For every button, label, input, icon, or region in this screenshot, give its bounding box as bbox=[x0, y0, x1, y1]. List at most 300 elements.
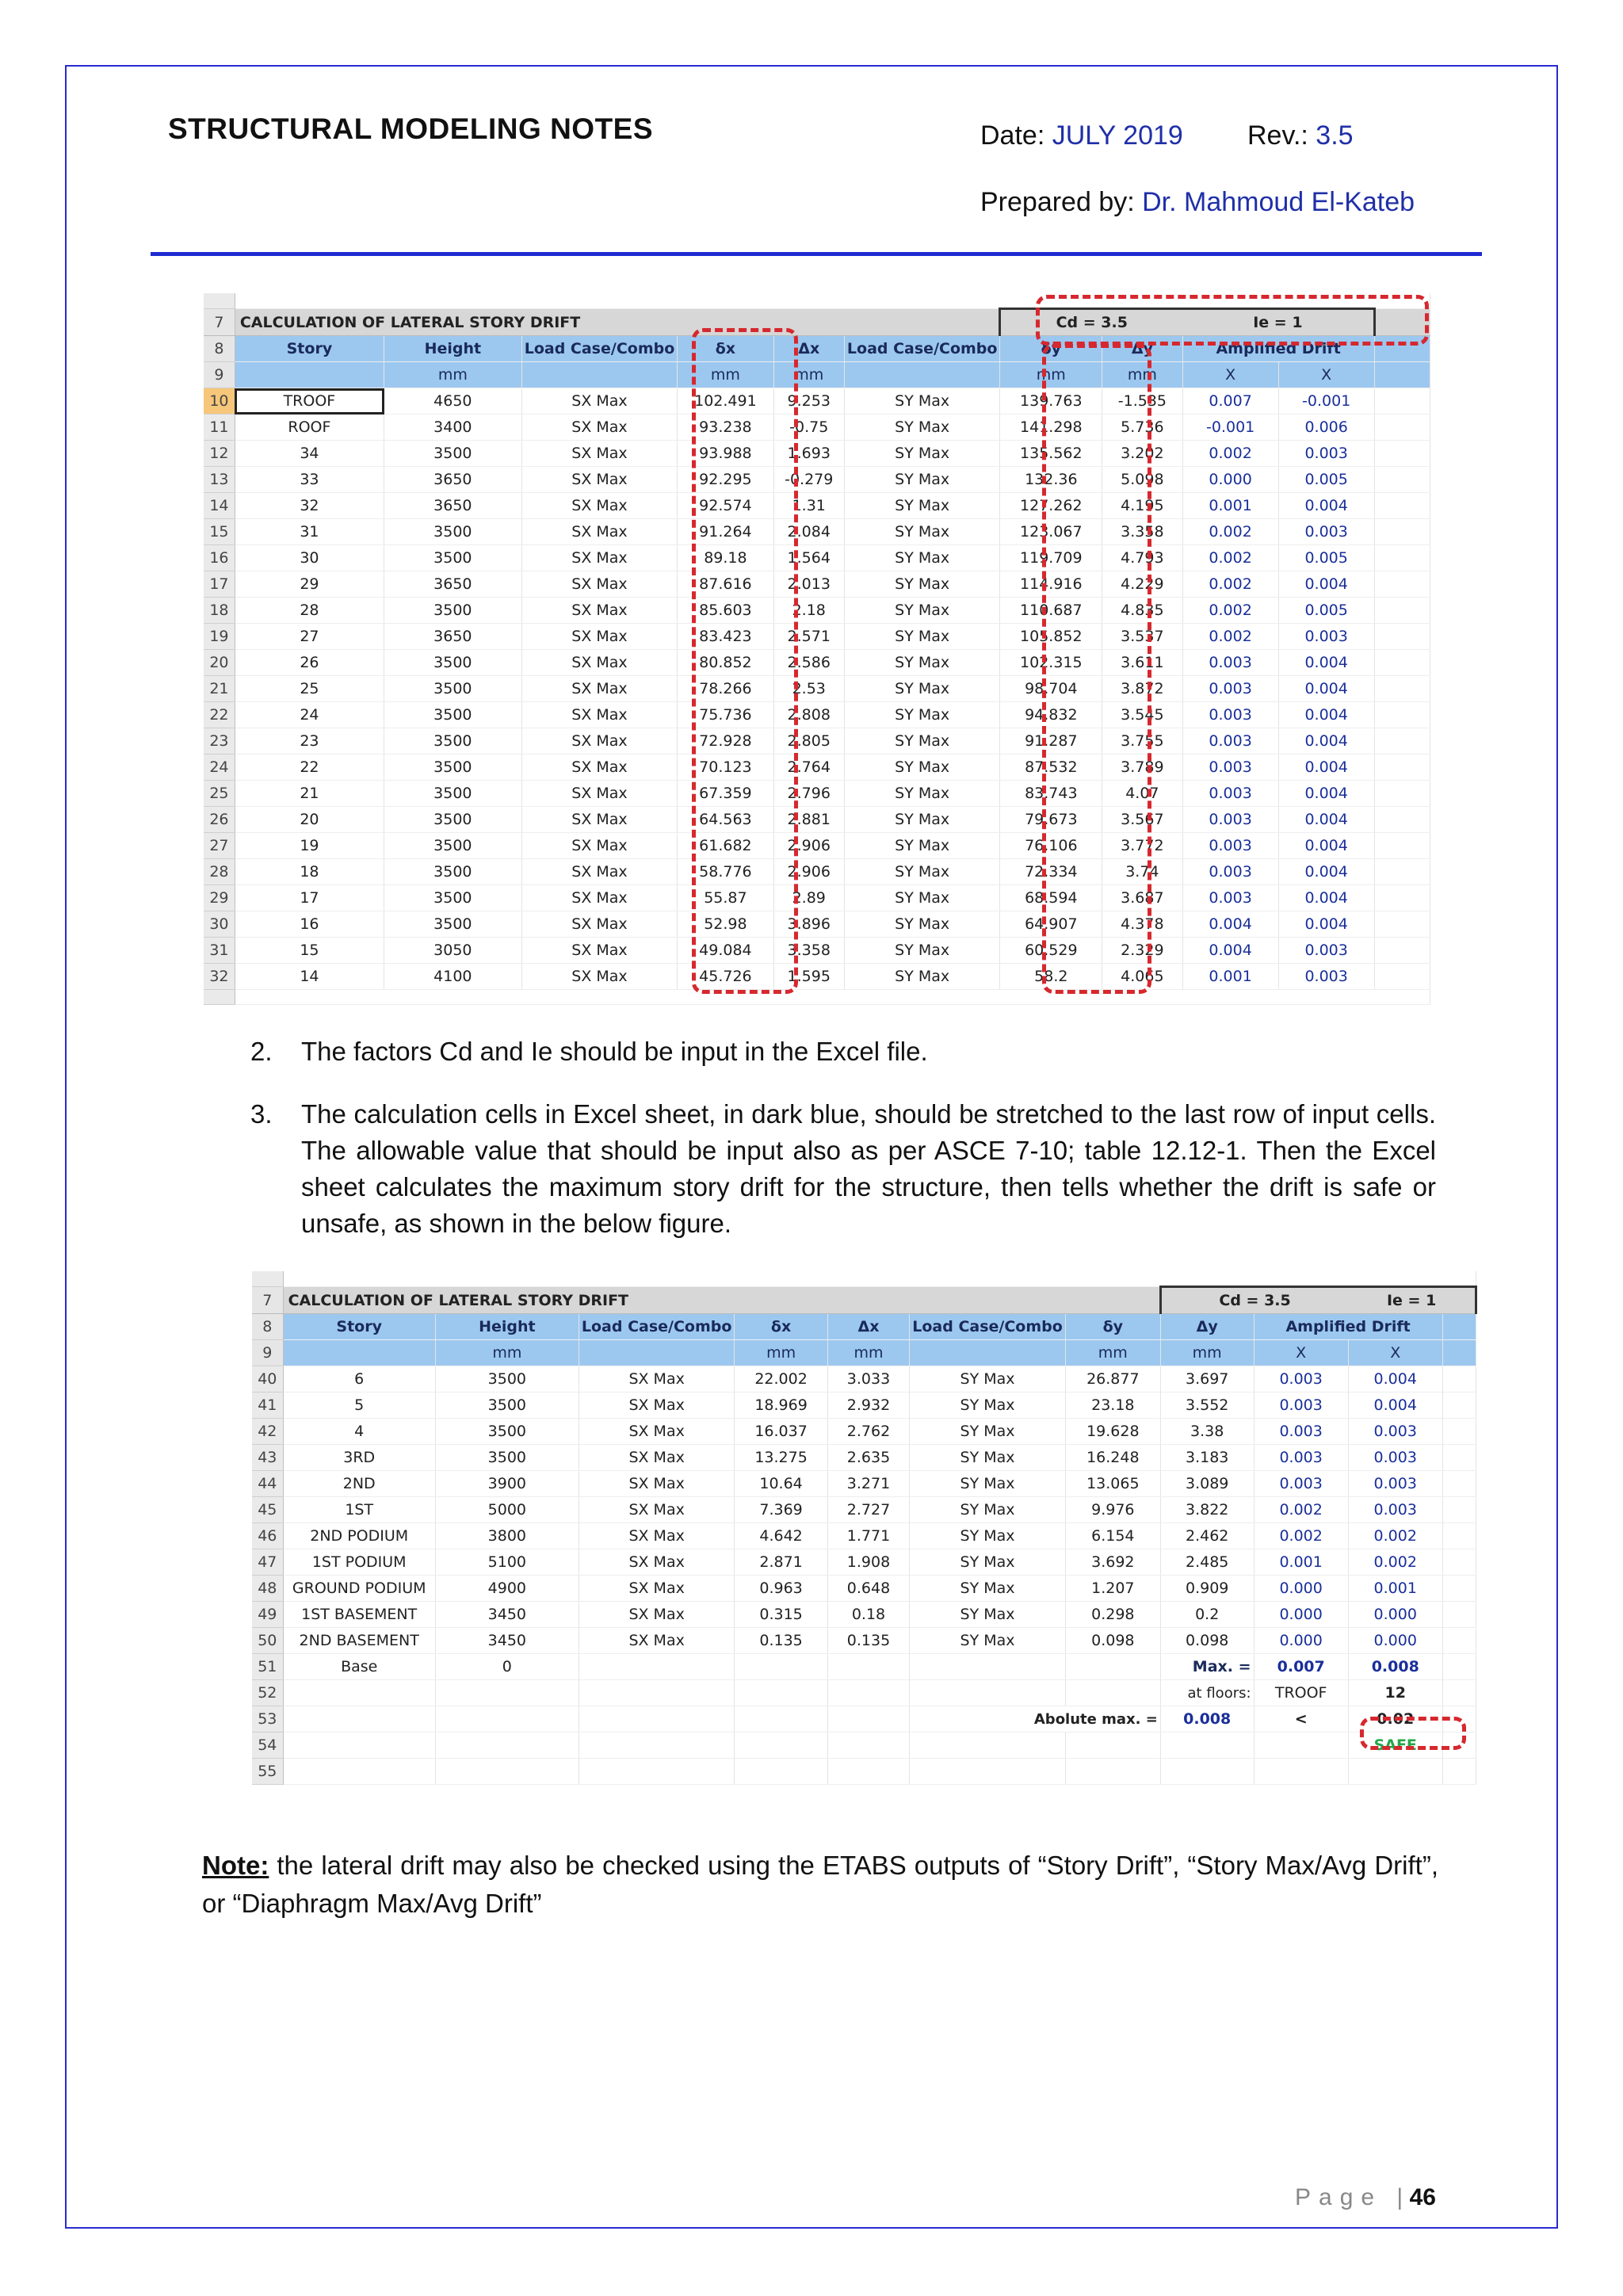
table-cell[interactable]: 72.928 bbox=[678, 728, 773, 755]
table-cell[interactable]: 0.315 bbox=[735, 1602, 827, 1628]
table-cell[interactable]: SY Max bbox=[844, 859, 1000, 885]
table-cell[interactable]: SY Max bbox=[910, 1549, 1066, 1576]
table-cell[interactable]: 6 bbox=[283, 1366, 435, 1392]
table-cell[interactable]: SX Max bbox=[521, 781, 678, 807]
table-cell[interactable]: 0.000 bbox=[1348, 1628, 1442, 1654]
table-cell[interactable]: 2.18 bbox=[773, 598, 844, 624]
table-cell[interactable]: 19.628 bbox=[1065, 1419, 1160, 1445]
table-cell[interactable]: 0.003 bbox=[1182, 702, 1278, 728]
table-cell[interactable]: 0.003 bbox=[1182, 807, 1278, 833]
table-cell[interactable]: 3650 bbox=[384, 571, 522, 598]
table-cell[interactable]: 80.852 bbox=[678, 650, 773, 676]
table-cell[interactable]: 0.003 bbox=[1182, 833, 1278, 859]
table-cell[interactable]: 0.005 bbox=[1278, 467, 1374, 493]
table-cell[interactable]: SY Max bbox=[910, 1366, 1066, 1392]
table-cell[interactable]: 0.004 bbox=[1278, 781, 1374, 807]
table-cell[interactable]: 67.359 bbox=[678, 781, 773, 807]
table-cell[interactable]: 0.007 bbox=[1182, 388, 1278, 415]
table-cell[interactable]: 0.002 bbox=[1348, 1549, 1442, 1576]
table-cell[interactable]: 0.001 bbox=[1182, 964, 1278, 990]
table-cell[interactable]: 0.18 bbox=[827, 1602, 910, 1628]
table-cell[interactable]: 3500 bbox=[384, 545, 522, 571]
table-cell[interactable]: 3.872 bbox=[1102, 676, 1182, 702]
table-cell[interactable]: 75.736 bbox=[678, 702, 773, 728]
table-cell[interactable]: 26 bbox=[235, 650, 384, 676]
table-cell[interactable]: 2.881 bbox=[773, 807, 844, 833]
table-cell[interactable]: SY Max bbox=[844, 467, 1000, 493]
table-cell[interactable]: 85.603 bbox=[678, 598, 773, 624]
table-cell[interactable]: 0.004 bbox=[1182, 938, 1278, 964]
table-cell[interactable]: 0.004 bbox=[1348, 1366, 1442, 1392]
table-cell[interactable]: 2ND bbox=[283, 1471, 435, 1497]
table-cell[interactable]: 32 bbox=[235, 493, 384, 519]
table-cell[interactable]: 23.18 bbox=[1065, 1392, 1160, 1419]
table-cell[interactable]: 0.002 bbox=[1348, 1523, 1442, 1549]
table-cell[interactable]: 58.776 bbox=[678, 859, 773, 885]
table-cell[interactable]: 2.571 bbox=[773, 624, 844, 650]
table-cell[interactable]: 0.003 bbox=[1254, 1366, 1348, 1392]
table-cell[interactable]: 0.003 bbox=[1278, 519, 1374, 545]
table-cell[interactable]: 22 bbox=[235, 755, 384, 781]
table-cell[interactable]: 4650 bbox=[384, 388, 522, 415]
table-cell[interactable]: SY Max bbox=[910, 1576, 1066, 1602]
table-cell[interactable]: 0.001 bbox=[1182, 493, 1278, 519]
table-cell[interactable]: 21 bbox=[235, 781, 384, 807]
table-cell[interactable]: SX Max bbox=[521, 650, 678, 676]
table-cell[interactable]: 1.693 bbox=[773, 441, 844, 467]
table-cell[interactable]: SX Max bbox=[521, 676, 678, 702]
table-cell[interactable]: 30 bbox=[235, 545, 384, 571]
table-cell[interactable]: 3650 bbox=[384, 624, 522, 650]
table-cell[interactable]: 2.906 bbox=[773, 833, 844, 859]
table-cell[interactable]: 83.743 bbox=[1000, 781, 1102, 807]
table-cell[interactable]: SY Max bbox=[844, 545, 1000, 571]
table-cell[interactable]: 9.976 bbox=[1065, 1497, 1160, 1523]
table-cell[interactable]: 1.771 bbox=[827, 1523, 910, 1549]
table-cell[interactable]: 3650 bbox=[384, 467, 522, 493]
table-cell[interactable]: -0.001 bbox=[1278, 388, 1374, 415]
table-cell[interactable]: 2.808 bbox=[773, 702, 844, 728]
table-cell[interactable]: 0.003 bbox=[1278, 938, 1374, 964]
table-cell[interactable]: 72.334 bbox=[1000, 859, 1102, 885]
table-cell[interactable]: 58.2 bbox=[1000, 964, 1102, 990]
table-cell[interactable]: 0.003 bbox=[1254, 1392, 1348, 1419]
table-cell[interactable]: SY Max bbox=[844, 676, 1000, 702]
table-cell[interactable]: SX Max bbox=[521, 807, 678, 833]
table-cell[interactable]: 3.697 bbox=[1160, 1366, 1254, 1392]
table-cell[interactable]: SX Max bbox=[521, 938, 678, 964]
table-cell[interactable]: 2.53 bbox=[773, 676, 844, 702]
table-cell[interactable]: 3.567 bbox=[1102, 807, 1182, 833]
table-cell[interactable]: 2.764 bbox=[773, 755, 844, 781]
table-cell[interactable]: 76.106 bbox=[1000, 833, 1102, 859]
table-cell[interactable]: 3500 bbox=[384, 755, 522, 781]
table-cell[interactable]: 22.002 bbox=[735, 1366, 827, 1392]
table-cell[interactable]: 0.004 bbox=[1278, 755, 1374, 781]
table-cell[interactable]: 3500 bbox=[384, 702, 522, 728]
table-cell[interactable]: 13.065 bbox=[1065, 1471, 1160, 1497]
table-cell[interactable]: SY Max bbox=[910, 1445, 1066, 1471]
table-cell[interactable]: SX Max bbox=[521, 702, 678, 728]
table-cell[interactable]: -1.535 bbox=[1102, 388, 1182, 415]
table-cell[interactable]: SX Max bbox=[521, 493, 678, 519]
table-cell[interactable]: 87.532 bbox=[1000, 755, 1102, 781]
table-cell[interactable]: 92.574 bbox=[678, 493, 773, 519]
table-cell[interactable]: 2ND PODIUM bbox=[283, 1523, 435, 1549]
table-cell[interactable]: 55.87 bbox=[678, 885, 773, 911]
table-cell[interactable]: 2.635 bbox=[827, 1445, 910, 1471]
table-cell[interactable]: 1.908 bbox=[827, 1549, 910, 1576]
table-cell[interactable]: SY Max bbox=[844, 833, 1000, 859]
table-cell[interactable]: SX Max bbox=[521, 728, 678, 755]
table-cell[interactable]: 31 bbox=[235, 519, 384, 545]
table-cell[interactable]: 0.000 bbox=[1254, 1602, 1348, 1628]
table-cell[interactable]: 0.003 bbox=[1182, 885, 1278, 911]
table-cell[interactable]: 0.135 bbox=[735, 1628, 827, 1654]
table-cell[interactable]: 3500 bbox=[435, 1445, 579, 1471]
table-cell[interactable]: 1.207 bbox=[1065, 1576, 1160, 1602]
table-cell[interactable]: 4.793 bbox=[1102, 545, 1182, 571]
table-cell[interactable]: SY Max bbox=[844, 598, 1000, 624]
table-cell[interactable]: 5000 bbox=[435, 1497, 579, 1523]
table-cell[interactable]: 0.003 bbox=[1182, 781, 1278, 807]
table-cell[interactable]: 0.004 bbox=[1278, 728, 1374, 755]
table-cell[interactable]: 18 bbox=[235, 859, 384, 885]
table-cell[interactable]: 0.003 bbox=[1254, 1445, 1348, 1471]
table-cell[interactable]: SX Max bbox=[579, 1497, 735, 1523]
table-cell[interactable]: SY Max bbox=[910, 1628, 1066, 1654]
table-cell[interactable]: 2.796 bbox=[773, 781, 844, 807]
table-cell[interactable]: 16.037 bbox=[735, 1419, 827, 1445]
table-cell[interactable]: 0.963 bbox=[735, 1576, 827, 1602]
table-cell[interactable]: 0.003 bbox=[1278, 624, 1374, 650]
table-cell[interactable]: SY Max bbox=[844, 571, 1000, 598]
table-cell[interactable]: 2.762 bbox=[827, 1419, 910, 1445]
table-cell[interactable]: 2ND BASEMENT bbox=[283, 1628, 435, 1654]
table-cell[interactable]: 0.002 bbox=[1182, 571, 1278, 598]
table-cell[interactable]: 2.805 bbox=[773, 728, 844, 755]
table-cell[interactable]: SX Max bbox=[521, 545, 678, 571]
table-cell[interactable]: 3500 bbox=[384, 807, 522, 833]
table-cell[interactable]: 0.000 bbox=[1254, 1628, 1348, 1654]
table-cell[interactable]: 2.906 bbox=[773, 859, 844, 885]
table-cell[interactable]: 3.74 bbox=[1102, 859, 1182, 885]
table-cell[interactable]: 0.006 bbox=[1278, 415, 1374, 441]
table-cell[interactable]: SY Max bbox=[844, 911, 1000, 938]
table-cell[interactable]: 4900 bbox=[435, 1576, 579, 1602]
table-cell[interactable]: 33 bbox=[235, 467, 384, 493]
table-cell[interactable]: 0.003 bbox=[1182, 755, 1278, 781]
table-cell[interactable]: 2.871 bbox=[735, 1549, 827, 1576]
table-cell[interactable]: 4.378 bbox=[1102, 911, 1182, 938]
table-cell[interactable]: -0.279 bbox=[773, 467, 844, 493]
table-cell[interactable]: SY Max bbox=[844, 728, 1000, 755]
table-cell[interactable]: 61.682 bbox=[678, 833, 773, 859]
table-cell[interactable]: 0.000 bbox=[1182, 467, 1278, 493]
table-cell[interactable]: 3500 bbox=[384, 728, 522, 755]
table-cell[interactable]: 139.763 bbox=[1000, 388, 1102, 415]
table-cell[interactable]: 0.909 bbox=[1160, 1576, 1254, 1602]
table-cell[interactable]: 2.586 bbox=[773, 650, 844, 676]
table-cell[interactable]: 3.545 bbox=[1102, 702, 1182, 728]
table-cell[interactable]: 135.562 bbox=[1000, 441, 1102, 467]
table-cell[interactable]: 3.755 bbox=[1102, 728, 1182, 755]
table-cell[interactable]: 102.491 bbox=[678, 388, 773, 415]
table-cell[interactable]: 3500 bbox=[384, 519, 522, 545]
table-cell[interactable]: SY Max bbox=[844, 702, 1000, 728]
table-cell[interactable]: 23 bbox=[235, 728, 384, 755]
table-cell[interactable]: 1ST PODIUM bbox=[283, 1549, 435, 1576]
table-cell[interactable]: 0.004 bbox=[1278, 676, 1374, 702]
table-cell[interactable]: 4.229 bbox=[1102, 571, 1182, 598]
table-cell[interactable]: 34 bbox=[235, 441, 384, 467]
table-cell[interactable]: 13.275 bbox=[735, 1445, 827, 1471]
table-cell[interactable]: 87.616 bbox=[678, 571, 773, 598]
table-cell[interactable]: 16.248 bbox=[1065, 1445, 1160, 1471]
table-cell[interactable]: 3.033 bbox=[827, 1366, 910, 1392]
table-cell[interactable]: 3500 bbox=[384, 885, 522, 911]
table-cell[interactable]: 92.295 bbox=[678, 467, 773, 493]
table-cell[interactable]: 5.736 bbox=[1102, 415, 1182, 441]
table-cell[interactable]: 110.687 bbox=[1000, 598, 1102, 624]
table-cell[interactable]: 3500 bbox=[435, 1419, 579, 1445]
table-cell[interactable]: 141.298 bbox=[1000, 415, 1102, 441]
table-cell[interactable]: 0.003 bbox=[1182, 676, 1278, 702]
table-cell[interactable]: 7.369 bbox=[735, 1497, 827, 1523]
table-cell[interactable]: 64.907 bbox=[1000, 911, 1102, 938]
table-cell[interactable]: SX Max bbox=[579, 1628, 735, 1654]
table-cell[interactable]: 0.135 bbox=[827, 1628, 910, 1654]
table-cell[interactable]: SY Max bbox=[910, 1471, 1066, 1497]
table-cell[interactable]: 0.003 bbox=[1348, 1471, 1442, 1497]
table-cell[interactable]: 132.36 bbox=[1000, 467, 1102, 493]
table-cell[interactable]: 0.003 bbox=[1278, 964, 1374, 990]
table-cell[interactable]: 2.727 bbox=[827, 1497, 910, 1523]
table-cell[interactable]: SX Max bbox=[579, 1523, 735, 1549]
table-cell[interactable]: SX Max bbox=[521, 441, 678, 467]
table-cell[interactable]: 1.31 bbox=[773, 493, 844, 519]
table-cell[interactable]: 3.271 bbox=[827, 1471, 910, 1497]
table-cell[interactable]: 3.38 bbox=[1160, 1419, 1254, 1445]
table-cell[interactable]: 1.595 bbox=[773, 964, 844, 990]
table-cell[interactable]: 19 bbox=[235, 833, 384, 859]
table-cell[interactable]: 2.084 bbox=[773, 519, 844, 545]
table-cell[interactable]: 26.877 bbox=[1065, 1366, 1160, 1392]
table-cell[interactable]: SX Max bbox=[579, 1602, 735, 1628]
table-cell[interactable]: 0.004 bbox=[1278, 650, 1374, 676]
table-cell[interactable]: 3500 bbox=[384, 676, 522, 702]
table-cell[interactable]: 2.485 bbox=[1160, 1549, 1254, 1576]
table-cell[interactable]: 2.013 bbox=[773, 571, 844, 598]
table-cell[interactable]: 105.852 bbox=[1000, 624, 1102, 650]
table-cell[interactable]: 3900 bbox=[435, 1471, 579, 1497]
table-cell[interactable]: SX Max bbox=[579, 1576, 735, 1602]
table-cell[interactable]: SX Max bbox=[521, 388, 678, 415]
table-cell[interactable]: 0.004 bbox=[1278, 885, 1374, 911]
table-cell[interactable]: 5 bbox=[283, 1392, 435, 1419]
table-cell[interactable]: 4.065 bbox=[1102, 964, 1182, 990]
table-cell[interactable]: 0.648 bbox=[827, 1576, 910, 1602]
table-cell[interactable]: 3.183 bbox=[1160, 1445, 1254, 1471]
table-cell[interactable]: 60.529 bbox=[1000, 938, 1102, 964]
table-cell[interactable]: 0.003 bbox=[1182, 650, 1278, 676]
table-cell[interactable]: 3.358 bbox=[1102, 519, 1182, 545]
table-cell[interactable]: 3.552 bbox=[1160, 1392, 1254, 1419]
table-cell[interactable]: 52.98 bbox=[678, 911, 773, 938]
table-cell[interactable]: 0.098 bbox=[1065, 1628, 1160, 1654]
table-cell[interactable]: SX Max bbox=[521, 624, 678, 650]
table-cell[interactable]: 0.000 bbox=[1254, 1576, 1348, 1602]
table-cell[interactable]: 4 bbox=[283, 1419, 435, 1445]
table-cell[interactable]: 0.002 bbox=[1254, 1523, 1348, 1549]
table-cell[interactable]: SX Max bbox=[521, 415, 678, 441]
table-cell[interactable]: 0.001 bbox=[1348, 1576, 1442, 1602]
table-cell[interactable]: 3.772 bbox=[1102, 833, 1182, 859]
table-cell[interactable]: 0.003 bbox=[1254, 1419, 1348, 1445]
table-cell[interactable]: SY Max bbox=[910, 1419, 1066, 1445]
table-cell[interactable]: 3450 bbox=[435, 1602, 579, 1628]
table-cell[interactable]: 3500 bbox=[384, 781, 522, 807]
table-cell[interactable]: 91.264 bbox=[678, 519, 773, 545]
table-cell[interactable]: SX Max bbox=[579, 1419, 735, 1445]
table-cell[interactable]: 0.2 bbox=[1160, 1602, 1254, 1628]
table-cell[interactable]: 0.004 bbox=[1278, 807, 1374, 833]
table-cell[interactable]: 3.687 bbox=[1102, 885, 1182, 911]
table-cell[interactable]: SY Max bbox=[910, 1497, 1066, 1523]
table-cell[interactable]: 0.003 bbox=[1348, 1497, 1442, 1523]
table-cell[interactable]: 3400 bbox=[384, 415, 522, 441]
table-cell[interactable]: SX Max bbox=[521, 467, 678, 493]
table-cell[interactable]: 6.154 bbox=[1065, 1523, 1160, 1549]
table-cell[interactable]: 1ST BASEMENT bbox=[283, 1602, 435, 1628]
table-cell[interactable]: SX Max bbox=[521, 833, 678, 859]
table-cell[interactable]: SY Max bbox=[844, 624, 1000, 650]
table-cell[interactable]: 3RD bbox=[283, 1445, 435, 1471]
table-cell[interactable]: SX Max bbox=[579, 1366, 735, 1392]
table-cell[interactable]: 2.932 bbox=[827, 1392, 910, 1419]
table-cell[interactable]: 3650 bbox=[384, 493, 522, 519]
table-cell[interactable]: 3.611 bbox=[1102, 650, 1182, 676]
table-cell[interactable]: SX Max bbox=[521, 598, 678, 624]
table-cell[interactable]: 0.004 bbox=[1278, 702, 1374, 728]
table-cell[interactable]: 27 bbox=[235, 624, 384, 650]
table-cell[interactable]: 10.64 bbox=[735, 1471, 827, 1497]
table-cell[interactable]: 0.004 bbox=[1278, 859, 1374, 885]
table-cell[interactable]: SY Max bbox=[844, 885, 1000, 911]
table-cell[interactable]: 114.916 bbox=[1000, 571, 1102, 598]
table-cell[interactable]: 123.067 bbox=[1000, 519, 1102, 545]
table-cell[interactable]: SY Max bbox=[844, 781, 1000, 807]
table-cell[interactable]: SX Max bbox=[579, 1471, 735, 1497]
table-cell[interactable]: SY Max bbox=[844, 415, 1000, 441]
table-cell[interactable]: 25 bbox=[235, 676, 384, 702]
table-cell[interactable]: 78.266 bbox=[678, 676, 773, 702]
table-cell[interactable]: 0.005 bbox=[1278, 545, 1374, 571]
table-cell[interactable]: SX Max bbox=[521, 519, 678, 545]
table-cell[interactable]: SY Max bbox=[910, 1523, 1066, 1549]
table-cell[interactable]: 93.988 bbox=[678, 441, 773, 467]
table-cell[interactable]: 0.003 bbox=[1348, 1445, 1442, 1471]
table-cell[interactable]: 0.002 bbox=[1182, 545, 1278, 571]
table-cell[interactable]: -0.75 bbox=[773, 415, 844, 441]
table-cell[interactable]: 3.789 bbox=[1102, 755, 1182, 781]
table-cell[interactable]: 0.004 bbox=[1278, 833, 1374, 859]
table-cell[interactable]: 5100 bbox=[435, 1549, 579, 1576]
table-cell[interactable]: 3450 bbox=[435, 1628, 579, 1654]
table-cell[interactable]: 3.089 bbox=[1160, 1471, 1254, 1497]
table-cell[interactable]: 3500 bbox=[384, 859, 522, 885]
table-cell[interactable]: 3500 bbox=[384, 911, 522, 938]
table-cell[interactable]: SY Max bbox=[844, 807, 1000, 833]
table-cell[interactable]: 14 bbox=[235, 964, 384, 990]
table-cell[interactable]: TROOF bbox=[235, 388, 384, 415]
table-cell[interactable]: SY Max bbox=[844, 388, 1000, 415]
table-cell[interactable]: 0.004 bbox=[1278, 911, 1374, 938]
table-cell[interactable]: 3500 bbox=[384, 441, 522, 467]
table-cell[interactable]: 0.298 bbox=[1065, 1602, 1160, 1628]
table-cell[interactable]: 24 bbox=[235, 702, 384, 728]
table-cell[interactable]: 79.673 bbox=[1000, 807, 1102, 833]
table-cell[interactable]: 4.835 bbox=[1102, 598, 1182, 624]
table-cell[interactable]: 127.262 bbox=[1000, 493, 1102, 519]
table-cell[interactable]: 93.238 bbox=[678, 415, 773, 441]
table-cell[interactable]: 64.563 bbox=[678, 807, 773, 833]
table-cell[interactable]: 0.003 bbox=[1278, 441, 1374, 467]
table-cell[interactable]: SY Max bbox=[844, 938, 1000, 964]
table-cell[interactable]: 70.123 bbox=[678, 755, 773, 781]
table-cell[interactable]: 4100 bbox=[384, 964, 522, 990]
table-cell[interactable]: SY Max bbox=[844, 755, 1000, 781]
table-cell[interactable]: 3800 bbox=[435, 1523, 579, 1549]
table-cell[interactable]: 0.000 bbox=[1348, 1602, 1442, 1628]
table-cell[interactable]: SX Max bbox=[521, 885, 678, 911]
table-cell[interactable]: 16 bbox=[235, 911, 384, 938]
table-cell[interactable]: 68.594 bbox=[1000, 885, 1102, 911]
table-cell[interactable]: 3500 bbox=[435, 1366, 579, 1392]
table-cell[interactable]: 17 bbox=[235, 885, 384, 911]
table-cell[interactable]: 5.098 bbox=[1102, 467, 1182, 493]
table-cell[interactable]: SX Max bbox=[579, 1392, 735, 1419]
table-cell[interactable]: SX Max bbox=[521, 859, 678, 885]
table-cell[interactable]: SX Max bbox=[521, 911, 678, 938]
table-cell[interactable]: 83.423 bbox=[678, 624, 773, 650]
table-cell[interactable]: 3500 bbox=[435, 1392, 579, 1419]
table-cell[interactable]: 119.709 bbox=[1000, 545, 1102, 571]
table-cell[interactable]: SY Max bbox=[910, 1602, 1066, 1628]
table-cell[interactable]: 0.002 bbox=[1254, 1497, 1348, 1523]
table-cell[interactable]: SY Max bbox=[910, 1392, 1066, 1419]
table-cell[interactable]: 29 bbox=[235, 571, 384, 598]
table-cell[interactable]: 49.084 bbox=[678, 938, 773, 964]
table-cell[interactable]: SY Max bbox=[844, 441, 1000, 467]
table-cell[interactable]: SY Max bbox=[844, 964, 1000, 990]
table-cell[interactable]: 102.315 bbox=[1000, 650, 1102, 676]
table-cell[interactable]: 3.822 bbox=[1160, 1497, 1254, 1523]
table-cell[interactable]: 4.07 bbox=[1102, 781, 1182, 807]
table-cell[interactable]: 3.537 bbox=[1102, 624, 1182, 650]
table-cell[interactable]: 3050 bbox=[384, 938, 522, 964]
table-cell[interactable]: SY Max bbox=[844, 493, 1000, 519]
table-cell[interactable]: 15 bbox=[235, 938, 384, 964]
table-cell[interactable]: 0.003 bbox=[1348, 1419, 1442, 1445]
table-cell[interactable]: 18.969 bbox=[735, 1392, 827, 1419]
table-cell[interactable]: 0.098 bbox=[1160, 1628, 1254, 1654]
table-cell[interactable]: 3500 bbox=[384, 598, 522, 624]
table-cell[interactable]: 91.287 bbox=[1000, 728, 1102, 755]
table-cell[interactable]: 89.18 bbox=[678, 545, 773, 571]
table-cell[interactable]: 98.704 bbox=[1000, 676, 1102, 702]
table-cell[interactable]: 0.003 bbox=[1182, 728, 1278, 755]
